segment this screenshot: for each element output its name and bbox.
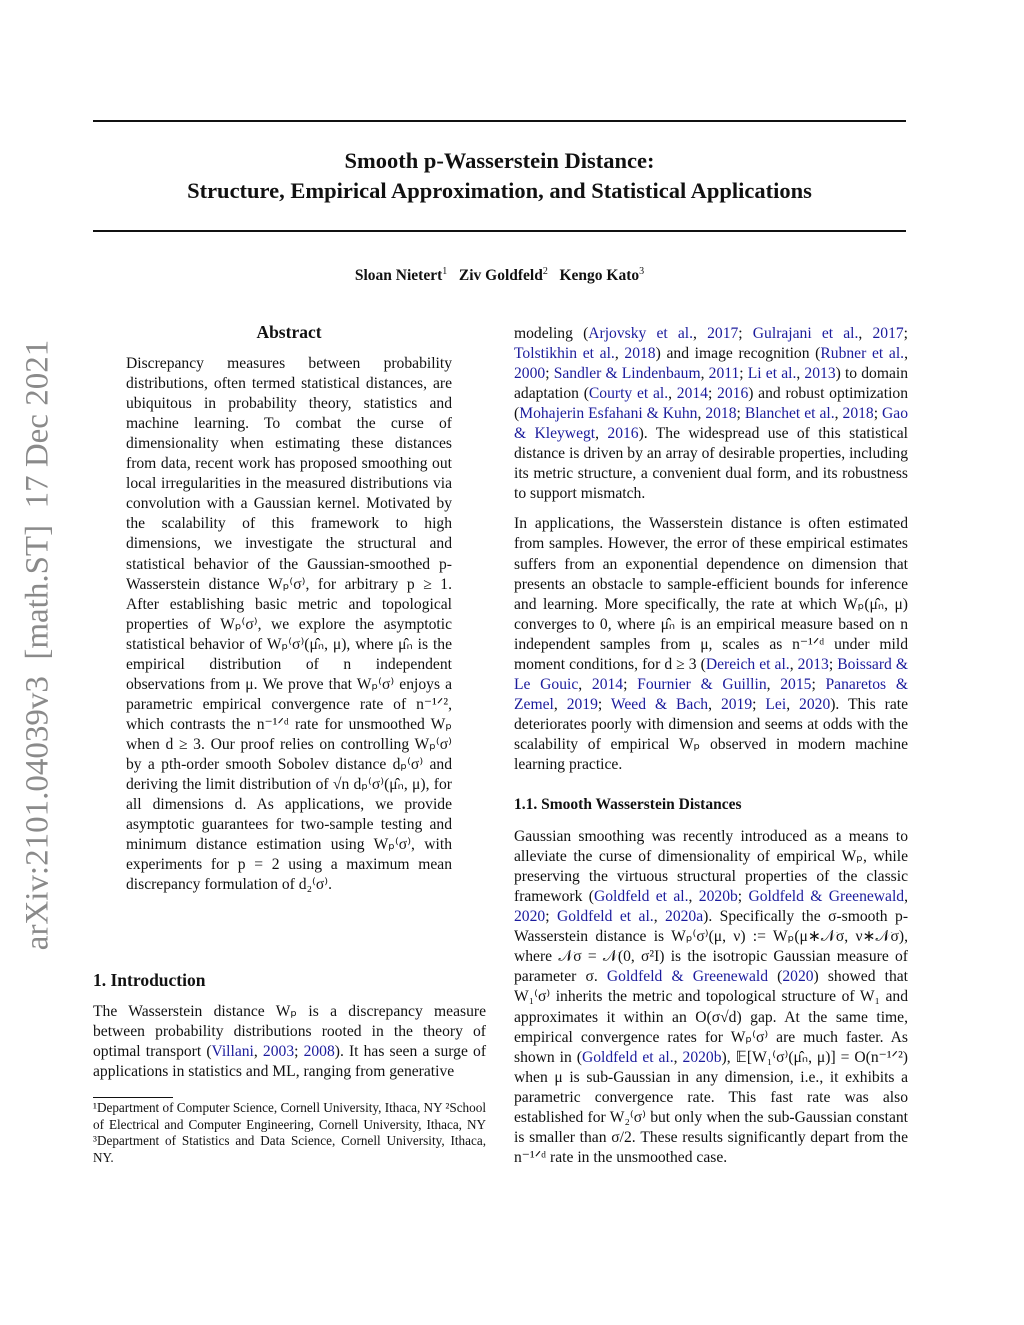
text-run: , [688, 888, 699, 906]
footnote-rule [93, 1097, 173, 1098]
text-run: , [578, 675, 592, 693]
text-run: ; [545, 365, 554, 383]
author-name: Ziv Goldfeld [458, 267, 543, 285]
text-run: , [700, 365, 709, 383]
text-run: , [595, 425, 608, 443]
text-run: , [253, 1043, 263, 1061]
text-run: , [553, 695, 567, 713]
introduction-continued [514, 324, 908, 775]
text-run: ; [873, 405, 883, 423]
text-run: In applications, the Wasserstein distance is often estimated from samples. However, the error of these empirical estimates suffers from an exponential dependence on dimension that presents an obstacle to sample-efficient bounds for inference and learning. More specifically, the rate at which Wₚ(μ̂ₙ, μ) converges to 0, where μ̂ₙ is an empirical measure based on n independent samples from μ, scales as n⁻¹ᐟᵈ under mild moment conditions, for d ≥ 3 ( [514, 515, 908, 673]
citation-link[interactable]: 2020b [682, 1048, 722, 1066]
text-run: , [834, 405, 843, 423]
citation-link[interactable]: Villani [211, 1043, 254, 1061]
text-run: , [693, 325, 708, 342]
citation-link[interactable]: 2013 [797, 655, 829, 673]
citation-link[interactable]: Goldfeld et al. [556, 908, 654, 926]
citation-link[interactable]: 2014 [591, 675, 624, 693]
citation-link[interactable]: 2016 [607, 425, 639, 443]
citation-link[interactable]: Sandler & Lindenbaum [553, 365, 701, 383]
citation-link[interactable]: 2013 [804, 365, 836, 383]
affiliations-footnote: ¹Department of Computer Science, Cornell University, Ithaca, NY ²School of Electrical and Computer Engineering, Cornell University, Ithaca, NY ³Department of Statistics and Data Science, Cornell University, Ithaca, NY. [93, 1100, 486, 1165]
introduction-section [93, 970, 486, 1092]
abstract-section [126, 322, 452, 905]
affiliation-mark: 2 [542, 266, 548, 277]
author-list [93, 266, 906, 285]
text-run: The Wasserstein distance Wₚ is a discrepancy measure between probability distributions rooted in the theory of optimal transport ( [93, 1003, 486, 1061]
citation-link[interactable]: Gao & Kleywegt [514, 405, 909, 443]
text-run: ; [707, 385, 718, 403]
citation-link[interactable]: Goldfeld & Greenewald [748, 888, 905, 906]
text-run: , [708, 695, 721, 713]
citation-link[interactable]: 2017 [872, 325, 904, 342]
text-run: , [614, 345, 625, 363]
citation-link[interactable]: Weed & Bach [610, 695, 709, 713]
text-run: , [653, 908, 666, 926]
author [355, 267, 447, 284]
citation-link[interactable]: Blanchet et al. [744, 405, 835, 423]
citation-link[interactable]: 2017 [707, 325, 739, 342]
citation-link[interactable]: 2003 [262, 1043, 295, 1061]
citation-link[interactable]: 2019 [720, 695, 753, 713]
citation-link[interactable]: 2018 [624, 345, 656, 363]
text-run: ) and robust optimization ( [514, 385, 908, 423]
citation-link[interactable]: 2020 [782, 968, 814, 986]
text-run: ; [597, 695, 611, 713]
citation-link[interactable]: Tolstikhin et al. [514, 345, 615, 363]
abstract-heading: Abstract [256, 322, 322, 342]
text-run: , [697, 405, 706, 423]
text-run: , [858, 325, 873, 342]
right-column [514, 324, 908, 1178]
text-run: ; [752, 695, 766, 713]
citation-link[interactable]: 2016 [717, 385, 749, 403]
text-run: , [796, 365, 805, 383]
text-run: , [668, 385, 677, 403]
author-name: Kengo Kato [559, 267, 640, 285]
text-run: ). The widespread use of this statistical distance is driven by an array of desirable properties, including its metric structure, a convenient dual form, and its robustness to support mismatch. [514, 425, 909, 503]
text-run: ; [903, 325, 909, 342]
text-run: , [789, 655, 798, 673]
text-run: ( [768, 968, 783, 986]
citation-link[interactable]: Lei [765, 695, 787, 713]
affiliation-mark: 1 [442, 266, 448, 277]
citation-link[interactable]: Courty et al. [588, 385, 669, 403]
text-run: ). This rate deteriorates poorly with dimension and seems at odds with the scalability of empirical Wₚ observed in modern machine learning practice. [514, 695, 909, 773]
arxiv-stamp: arXiv:2101.04039v3 [math.ST] 17 Dec 2021 [19, 339, 56, 951]
text-run: ). Specifically the σ-smooth p-Wasserstein distance is Wₚ⁽σ⁾(μ, ν) := Wₚ(μ∗𝒩σ, ν∗𝒩σ), where 𝒩σ = 𝒩(0, σ²I) is the isotropic Gaussian measure of parameter σ. [514, 908, 909, 986]
paper-title [93, 146, 906, 206]
citation-link[interactable]: Gulrajani et al. [752, 325, 859, 342]
text-run: ; [545, 908, 557, 926]
citation-link[interactable]: 2018 [842, 405, 874, 423]
citation-link[interactable]: 2019 [566, 695, 598, 713]
text-run: , [766, 675, 781, 693]
text-run: ; [739, 365, 748, 383]
paragraph [514, 324, 908, 504]
author [459, 267, 548, 284]
paragraph [514, 827, 908, 1168]
text-run: ). It has seen a surge of applications in statistics and ML, ranging from generative [93, 1043, 487, 1081]
citation-link[interactable]: 2015 [780, 675, 812, 693]
citation-link[interactable]: 2020 [799, 695, 831, 713]
paragraph [126, 354, 452, 895]
text-run: ; [294, 1043, 304, 1061]
citation-link[interactable]: 2000 [514, 365, 546, 383]
text-run: ) showed that W₁⁽σ⁾ inherits the metric and topological structure of W₁ and approximates it within an O(σ√d) gap. At the same time, empirical convergence rates for Wₚ⁽σ⁾ are much faster. As shown in ( [514, 968, 909, 1066]
introduction-body [93, 1002, 486, 1082]
smooth-wasserstein-body [514, 827, 908, 1168]
text-run: ) to domain adaptation ( [514, 365, 909, 403]
citation-link[interactable]: 2020b [698, 888, 738, 906]
citation-link[interactable]: Mohajerin Esfahani & Kuhn [519, 405, 698, 423]
text-run: ; [623, 675, 638, 693]
text-run: modeling ( [514, 325, 589, 342]
text-run: ), 𝔼[W₁⁽σ⁾(μ̂ₙ, μ)] = O(n⁻¹ᐟ²) when μ is sub-Gaussian in any dimension, i.e., it exhibits a parametric convergence rate. This fast rate was also established for W₂⁽σ⁾ but only when the sub-Gaussian constant is smaller than σ/2. These results significantly depart from the n⁻¹ᐟᵈ rate in the unsmoothed case. [514, 1048, 908, 1166]
text-run: , [904, 345, 908, 363]
text-run: , [673, 1048, 683, 1066]
text-run: ; [738, 325, 753, 342]
citation-link[interactable]: Fournier & Guillin [637, 675, 767, 693]
paragraph [514, 514, 908, 775]
citation-link[interactable]: 2011 [708, 365, 740, 383]
citation-link[interactable]: Dereich et al. [705, 655, 790, 673]
text-run: ; [811, 675, 826, 693]
author [559, 267, 644, 284]
text-run: ; [736, 405, 745, 423]
citation-link[interactable]: 2020 [514, 908, 546, 926]
text-run: ; [737, 888, 749, 906]
citation-link[interactable]: Goldfeld et al. [581, 1048, 674, 1066]
text-run: Discrepancy measures between probability distributions, often termed statistical distances, are ubiquitous in probability theory, statistics and machine learning. To combat the curse of dimensionality when estimating these distances from data, recent work has proposed smoothing out local irregularities in the measured distributions via convolution with a Gaussian kernel. Motivated by the scalability of this framework to high dimensions, we investigate the structural and statistical behavior of the Gaussian-smoothed p-Wasserstein distance Wₚ⁽σ⁾, for arbitrary p ≥ 1. After establishing basic metric and topological properties of Wₚ⁽σ⁾, we explore the asymptotic statistical behavior of Wₚ⁽σ⁾(μ̂ₙ, μ), where μ̂ₙ is the empirical distribution of n independent observations from μ. We prove that Wₚ⁽σ⁾ enjoys a parametric empirical convergence rate of n⁻¹ᐟ², which contrasts the n⁻¹ᐟᵈ rate for unsmoothed Wₚ when d ≥ 3. Our proof relies on controlling Wₚ⁽σ⁾ by a pth-order smooth Sobolev distance dₚ⁽σ⁾ and deriving the limit distribution of √n dₚ⁽σ⁾(μ̂ₙ, μ), for all dimensions d. As applications, we provide asymptotic guarantees for two-sample testing and minimum distance estimation using Wₚ⁽σ⁾, with experiments for p = 2 using a maximum mean discrepancy formulation of d₂⁽σ⁾. [126, 355, 452, 894]
citation-link[interactable]: Rubner et al. [820, 345, 905, 363]
title-rule-bottom [93, 230, 906, 232]
citation-link[interactable]: Li et al. [747, 365, 797, 383]
text-run: , [904, 888, 909, 906]
subsection-heading: 1.1. Smooth Wasserstein Distances [514, 796, 742, 814]
citation-link[interactable]: 2008 [303, 1043, 335, 1061]
citation-link[interactable]: Goldfeld et al. [593, 888, 689, 906]
citation-link[interactable]: Arjovsky et al. [588, 325, 694, 342]
citation-link[interactable]: Panaretos & Zemel [514, 675, 908, 713]
citation-link[interactable]: 2018 [705, 405, 737, 423]
title-rule-top [93, 120, 906, 122]
text-run: , [786, 695, 800, 713]
text-run: ; [828, 655, 838, 673]
citation-link[interactable]: 2014 [676, 385, 708, 403]
paragraph [93, 1002, 486, 1082]
author-name: Sloan Nietert [354, 267, 443, 285]
citation-link[interactable]: 2020a [665, 908, 704, 926]
introduction-heading: 1. Introduction [93, 970, 206, 990]
citation-link[interactable]: Boissard & Le Gouic [514, 655, 908, 693]
text-run: Gaussian smoothing was recently introduced as a means to alleviate the curse of dimensionality of empirical Wₚ, while preserving the virtuous structural properties of the classic framework ( [514, 828, 908, 906]
text-run: ) and image recognition ( [655, 345, 821, 363]
abstract-body [126, 354, 452, 895]
title-line-2: Structure, Empirical Approximation, and Statistical Applications [187, 178, 812, 203]
affiliation-mark: 3 [639, 266, 645, 277]
citation-link[interactable]: Goldfeld & Greenewald [606, 968, 769, 986]
title-line-1: Smooth p-Wasserstein Distance: [344, 148, 655, 173]
